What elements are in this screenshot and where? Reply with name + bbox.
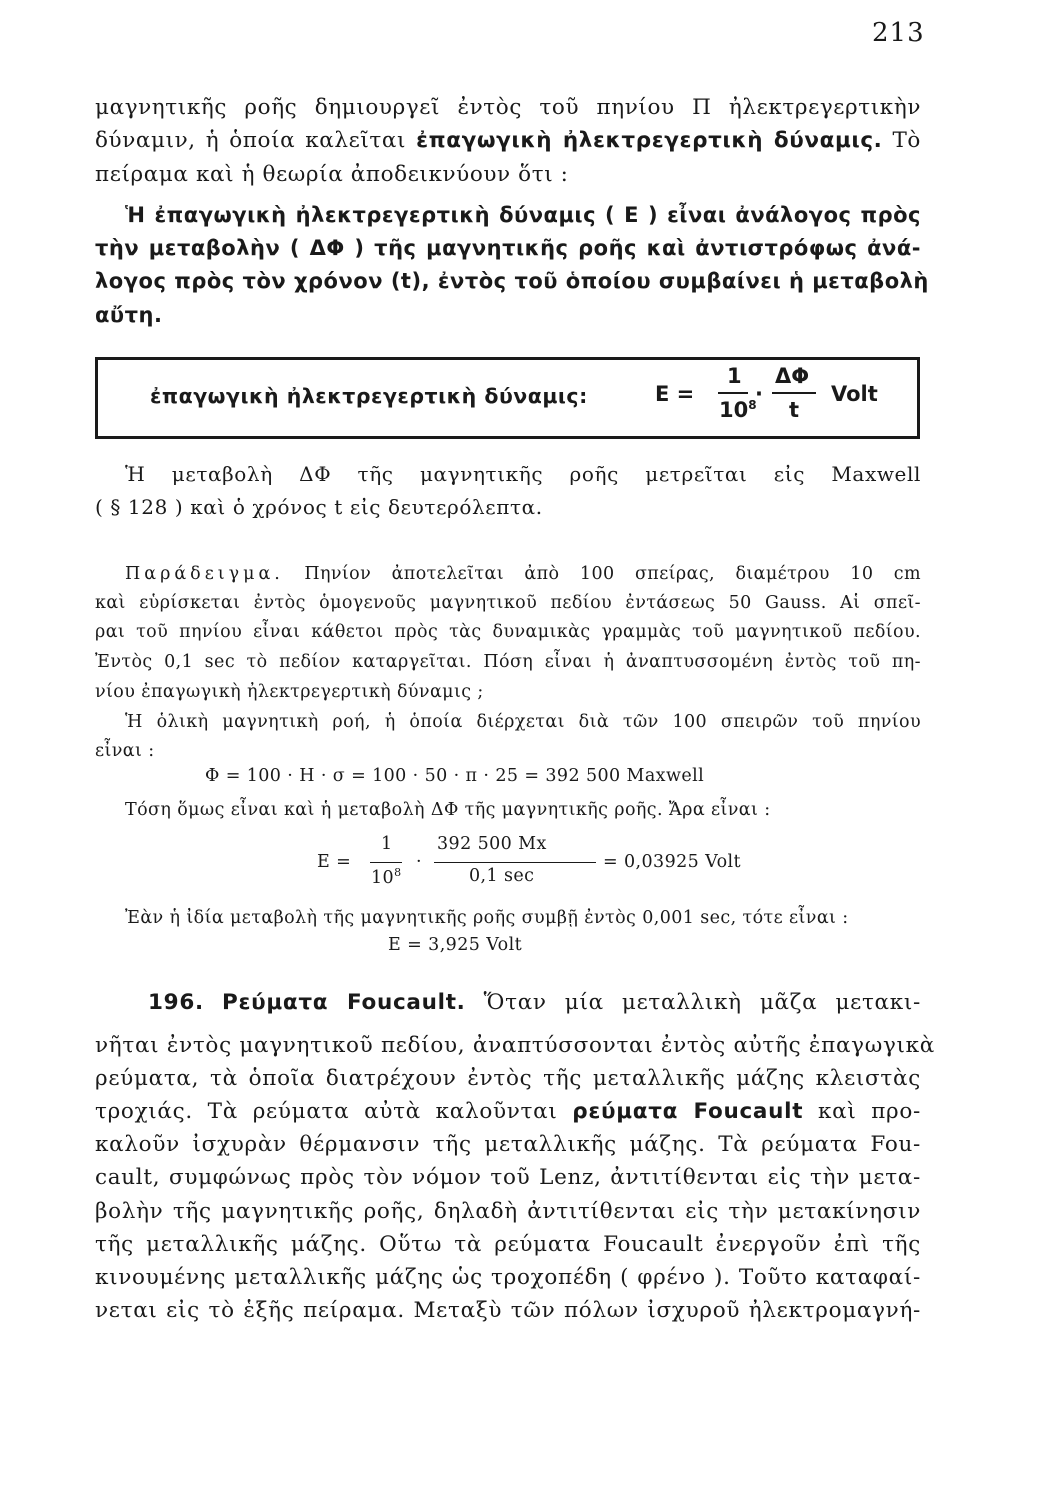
calc-dot: · [416,852,422,872]
formula-den1 [719,398,757,422]
example-line-7: εἶναι : [95,741,155,761]
formula-num2: ΔΦ [775,364,810,388]
section-196-line-10: νεται εἰς τὸ ἑξῆς πείραμα. Μεταξὺ τῶν πόλων ἰσχυροῦ ἠλεκτρομαγνή- [95,1298,921,1323]
law-line-1: Ἡ ἐπαγωγικὴ ἠλεκτρεγερτικὴ δύναμις ( E ) εἶναι ἀνάλογος πρὸς [125,203,921,227]
formula-den2: t [789,398,800,422]
calc-fraction-bar-1 [370,862,402,863]
example-heading: Παράδειγμα. [125,564,284,584]
intro-line-2-start: δύναμιν, ἡ ὁποία καλεῖται [95,128,407,153]
calc-den2: 0,1 sec [469,866,535,886]
formula-den1-base: 10 [719,398,749,422]
example-line-1 [125,564,921,584]
intro-line-1: μαγνητικῆς ροῆς δημιουργεῖ ἐντὸς τοῦ πηνίου Π ἠλεκτρεγερτικὴν [95,95,921,120]
section-196-number: 196. [148,990,204,1015]
example-line-1-rest: Πηνίον ἀποτελεῖται ἀπὸ 100 σπείρας, διαμέτρου 10 cm [304,564,921,584]
section-196-line-6: cault, συμφώνως πρὸς τὸν νόμον τοῦ Lenz, ἀντιτίθενται εἰς τὴν μετα- [95,1165,921,1190]
intro-line-2 [95,128,921,153]
section-196-line-1 [148,990,921,1015]
intro-line-3: πείραμα καὶ ἡ θεωρία ἀποδεικνύουν ὅτι : [95,162,569,187]
formula-unit: Volt [831,382,878,406]
intro-line-2-end: Τὸ [892,128,921,153]
law-line-4: αὔτη. [95,303,163,327]
section-196-line-9: κινουμένης μεταλλικῆς μάζης ὡς τροχοπέδη ( φρένο ). Τοῦτο καταφαί- [95,1265,921,1290]
units-note-line-2: ( § 128 ) καὶ ὁ χρόνος t εἰς δευτερόλεπτα. [95,495,543,519]
calc-den1-exponent: 8 [394,866,402,879]
calc-lhs: E = [317,852,352,872]
section-196-line-4 [95,1099,921,1124]
example-line-8: Τόση ὅμως εἶναι καὶ ἡ μεταβολὴ ΔΦ τῆς μαγνητικῆς ροῆς. Ἄρα εἶναι : [125,800,771,820]
section-196-line-8: τῆς μεταλλικῆς μάζης. Οὕτω τὰ ρεύματα Foucault ἐνεργοῦν ἐπὶ τῆς [95,1232,921,1257]
law-line-2: τὴν μεταβολὴν ( ΔΦ ) τῆς μαγνητικῆς ροῆς καὶ ἀντιστρόφως ἀνά- [95,236,921,260]
calc-den1 [371,866,401,888]
section-196-line-5: καλοῦν ἰσχυρὰν θέρμανσιν τῆς μεταλλικῆς μάζης. Τὰ ρεύματα Fou- [95,1132,921,1157]
calc-fraction-bar-2 [434,862,596,863]
page-number: 213 [872,18,925,48]
formula-num1: 1 [727,364,742,388]
example-line-2: καὶ εὑρίσκεται ἐντὸς ὁμογενοῦς μαγνητικοῦ πεδίου ἐντάσεως 50 Gauss. Αἱ σπεῖ- [95,593,921,613]
flux-equation: Φ = 100 · H · σ = 100 · 50 · π · 25 = 392 500 Maxwell [205,766,705,786]
formula-dot: · [755,382,763,406]
example-line-5: νίου ἐπαγωγικὴ ἠλεκτρεγερτικὴ δύναμις ; [95,682,484,702]
example-result-2: E = 3,925 Volt [388,935,523,955]
formula-box [95,357,920,439]
formula-label: ἐπαγωγικὴ ἠλεκτρεγερτικὴ δύναμις: [150,384,588,408]
example-line-3: ραι τοῦ πηνίου εἶναι κάθετοι πρὸς τὰς δυναμικὰς γραμμὰς τοῦ μαγνητικοῦ πεδίου. [95,622,921,642]
example-line-9: Ἐὰν ἡ ἰδία μεταβολὴ τῆς μαγνητικῆς ροῆς συμβῇ ἐντὸς 0,001 sec, τότε εἶναι : [125,908,849,928]
units-note-line-1: Ἡ μεταβολὴ ΔΦ τῆς μαγνητικῆς ροῆς μετρεῖται εἰς Maxwell [125,462,921,486]
section-196-line-4-end: καὶ προ- [817,1099,921,1124]
law-line-3: λογος πρὸς τὸν χρόνον (t), ἐντὸς τοῦ ὁποίου συμβαίνει ἡ μεταβολὴ [95,269,929,293]
formula-fraction-bar-2 [772,392,816,394]
section-196-line-2: νῆται ἐντὸς μαγνητικοῦ πεδίου, ἀναπτύσσονται ἐντὸς αὐτῆς ἐπαγωγικὰ [95,1033,935,1058]
section-196-line-1-rest: Ὅταν μία μεταλλικὴ μᾶζα μετακι- [483,990,921,1015]
section-196-line-7: βολὴν τῆς μαγνητικῆς ροῆς, δηλαδὴ ἀντιτίθενται εἰς τὴν μετακίνησιν [95,1199,921,1224]
calc-den1-base: 10 [371,867,395,888]
formula-fraction-bar-1 [718,392,748,394]
section-196-title: Ρεύματα Foucault. [221,990,466,1015]
calc-result: = 0,03925 Volt [603,852,741,872]
calc-equation [317,832,757,894]
example-line-6: Ἡ ὁλικὴ μαγνητικὴ ροή, ἡ ὁποία διέρχεται διὰ τῶν 100 σπειρῶν τοῦ πηνίου [125,712,921,732]
calc-num2: 392 500 Mx [437,834,547,854]
formula [655,360,915,436]
section-196-line-3: ρεύματα, τὰ ὁποῖα διατρέχουν ἐντὸς τῆς μεταλλικῆς μάζης κλειστὰς [95,1066,921,1091]
foucault-term-bold: ρεύματα Foucault [572,1099,804,1124]
section-196-line-4-start: τροχιάς. Τὰ ρεύματα αὐτὰ καλοῦνται [95,1099,558,1124]
calc-num1: 1 [381,834,393,854]
formula-den1-exponent: 8 [748,398,757,412]
example-line-4: Ἐντὸς 0,1 sec τὸ πεδίον καταργεῖται. Πόση εἶναι ἡ ἀναπτυσσομένη ἐντὸς τοῦ πη- [95,652,921,672]
formula-lhs: E = [655,382,695,406]
intro-term-bold: ἐπαγωγικὴ ἠλεκτρεγερτικὴ δύναμις. [416,128,883,153]
